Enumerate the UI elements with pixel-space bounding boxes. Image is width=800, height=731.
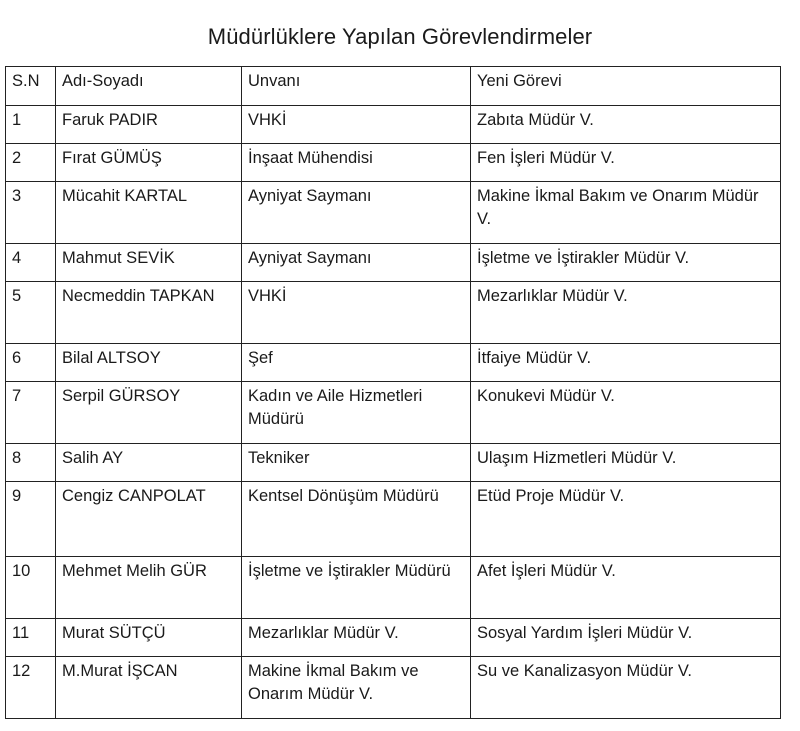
cell-new-role: Su ve Kanalizasyon Müdür V. <box>471 657 781 719</box>
cell-title: Şef <box>242 344 471 382</box>
cell-name: Mahmut SEVİK <box>56 244 242 282</box>
column-header-new-role: Yeni Görevi <box>471 67 781 106</box>
table-row <box>6 106 781 144</box>
cell-new-role: İtfaiye Müdür V. <box>471 344 781 382</box>
cell-title: Ayniyat Saymanı <box>242 182 471 244</box>
cell-new-role: Ulaşım Hizmetleri Müdür V. <box>471 444 781 482</box>
cell-sn: 12 <box>6 657 56 719</box>
cell-sn: 10 <box>6 557 56 619</box>
table-row <box>6 182 781 244</box>
table-row <box>6 382 781 444</box>
cell-title: İnşaat Mühendisi <box>242 144 471 182</box>
cell-sn: 5 <box>6 282 56 344</box>
cell-name: M.Murat İŞCAN <box>56 657 242 719</box>
cell-name: Fırat GÜMÜŞ <box>56 144 242 182</box>
cell-name: Serpil GÜRSOY <box>56 382 242 444</box>
table-row <box>6 557 781 619</box>
cell-title: Mezarlıklar Müdür V. <box>242 619 471 657</box>
cell-title: İşletme ve İştirakler Müdürü <box>242 557 471 619</box>
cell-new-role: Mezarlıklar Müdür V. <box>471 282 781 344</box>
cell-name: Murat SÜTÇÜ <box>56 619 242 657</box>
cell-new-role: Etüd Proje Müdür V. <box>471 482 781 557</box>
cell-sn: 11 <box>6 619 56 657</box>
cell-sn: 2 <box>6 144 56 182</box>
table-row <box>6 619 781 657</box>
cell-name: Salih AY <box>56 444 242 482</box>
column-header-name: Adı-Soyadı <box>56 67 242 106</box>
header-row <box>6 67 781 106</box>
cell-name: Faruk PADIR <box>56 106 242 144</box>
cell-name: Cengiz CANPOLAT <box>56 482 242 557</box>
cell-sn: 7 <box>6 382 56 444</box>
cell-new-role: Makine İkmal Bakım ve Onarım Müdür V. <box>471 182 781 244</box>
cell-title: Kentsel Dönüşüm Müdürü <box>242 482 471 557</box>
table-row <box>6 482 781 557</box>
cell-title: Makine İkmal Bakım ve Onarım Müdür V. <box>242 657 471 719</box>
cell-sn: 3 <box>6 182 56 244</box>
cell-sn: 4 <box>6 244 56 282</box>
cell-title: Tekniker <box>242 444 471 482</box>
cell-name: Necmeddin TAPKAN <box>56 282 242 344</box>
table-row <box>6 282 781 344</box>
cell-title: Kadın ve Aile Hizmetleri Müdürü <box>242 382 471 444</box>
table-row <box>6 657 781 719</box>
page-title: Müdürlüklere Yapılan Görevlendirmeler <box>207 24 593 49</box>
cell-sn: 8 <box>6 444 56 482</box>
cell-title: VHKİ <box>242 106 471 144</box>
table-row <box>6 444 781 482</box>
cell-sn: 1 <box>6 106 56 144</box>
cell-new-role: Afet İşleri Müdür V. <box>471 557 781 619</box>
table-row <box>6 244 781 282</box>
cell-new-role: Zabıta Müdür V. <box>471 106 781 144</box>
table-row <box>6 144 781 182</box>
cell-name: Bilal ALTSOY <box>56 344 242 382</box>
cell-name: Mücahit KARTAL <box>56 182 242 244</box>
cell-name: Mehmet Melih GÜR <box>56 557 242 619</box>
cell-new-role: Konukevi Müdür V. <box>471 382 781 444</box>
cell-new-role: İşletme ve İştirakler Müdür V. <box>471 244 781 282</box>
cell-title: Ayniyat Saymanı <box>242 244 471 282</box>
cell-title: VHKİ <box>242 282 471 344</box>
cell-new-role: Fen İşleri Müdür V. <box>471 144 781 182</box>
cell-sn: 9 <box>6 482 56 557</box>
cell-new-role: Sosyal Yardım İşleri Müdür V. <box>471 619 781 657</box>
cell-sn: 6 <box>6 344 56 382</box>
column-header-sn: S.N <box>6 67 56 106</box>
table-row <box>6 344 781 382</box>
assignments-table <box>5 66 781 719</box>
column-header-title: Unvanı <box>242 67 471 106</box>
